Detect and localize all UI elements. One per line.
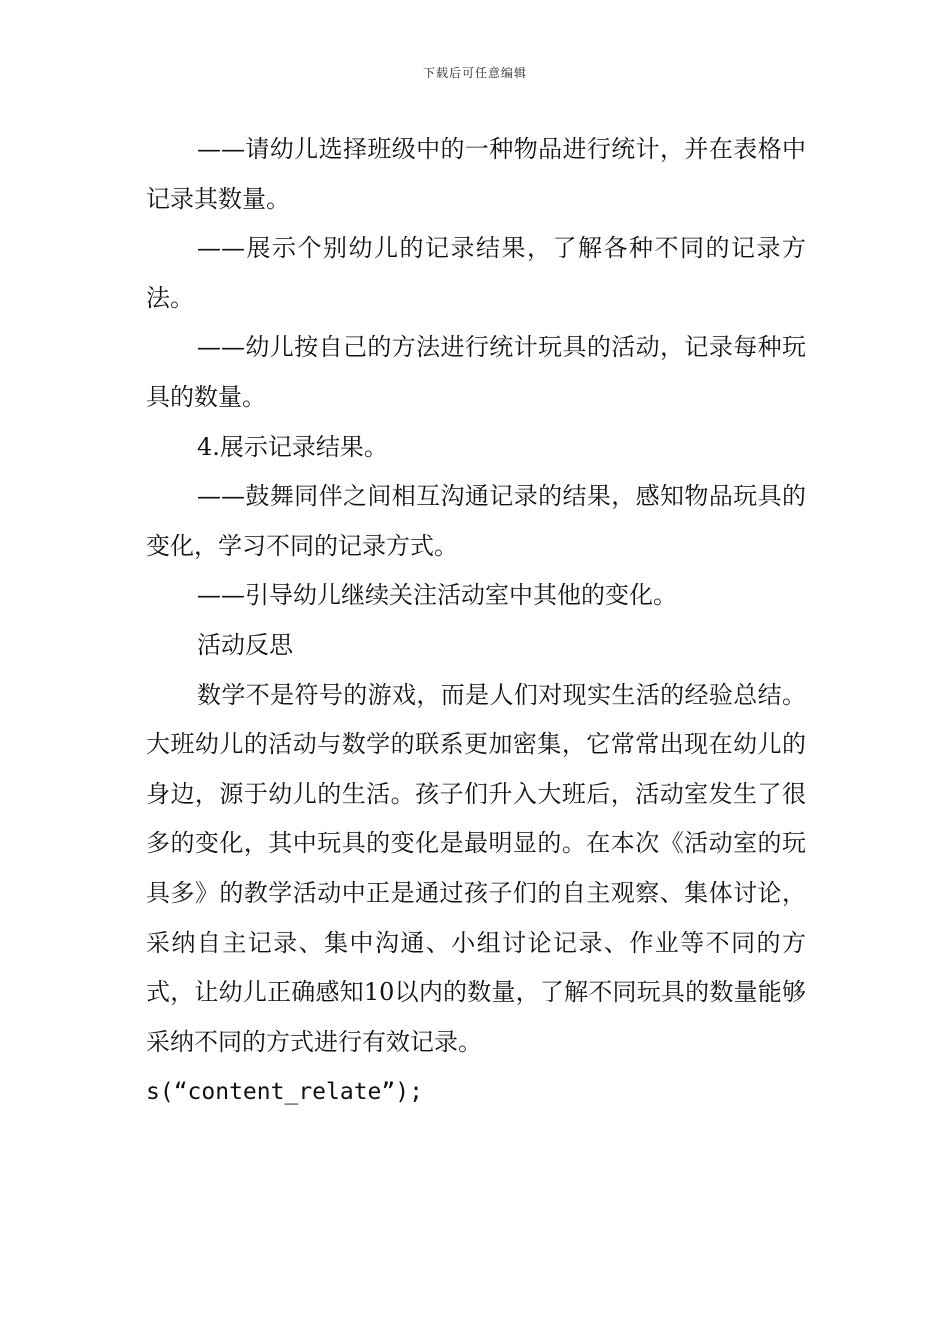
paragraph-record-items: ——请幼儿选择班级中的一种物品进行统计，并在表格中记录其数量。 [146,135,806,213]
paragraph-guide-attention: ——引导幼儿继续关注活动室中其他的变化。 [197,581,677,610]
document-body [146,125,806,1118]
section-reflection-heading: 活动反思 [197,630,293,659]
section-step-heading: 4.展示记录结果。 [197,432,388,461]
paragraph-show-results: ——展示个别幼儿的记录结果，了解各种不同的记录方法。 [146,234,806,312]
paragraph-count-toys: ——幼儿按自己的方法进行统计玩具的活动，记录每种玩具的数量。 [146,333,806,411]
code-snippet-line: s(“content_relate”); [146,1079,423,1106]
page-header-note: 下载后可任意编辑 [422,66,527,80]
paragraph-reflection: 数学不是符号的游戏，而是人们对现实生活的经验总结。大班幼儿的活动与数学的联系更加密集，它常常出现在幼儿的身边，源于幼儿的生活。孩子们升入大班后，活动室发生了很多的变化，其中玩具的变化是最明显的。在本次《活动室的玩具多》的教学活动中正是通过孩子们的自主观察、集体讨论，采纳自主记录、集中沟通、小组讨论记录、作业等不同的方式，让幼儿正确感知10以内的数量，了解不同玩具的数量能够采纳不同的方式进行有效记录。 [146,680,806,1056]
paragraph-communicate-results: ——鼓舞同伴之间相互沟通记录的结果，感知物品玩具的变化，学习不同的记录方式。 [146,482,806,560]
